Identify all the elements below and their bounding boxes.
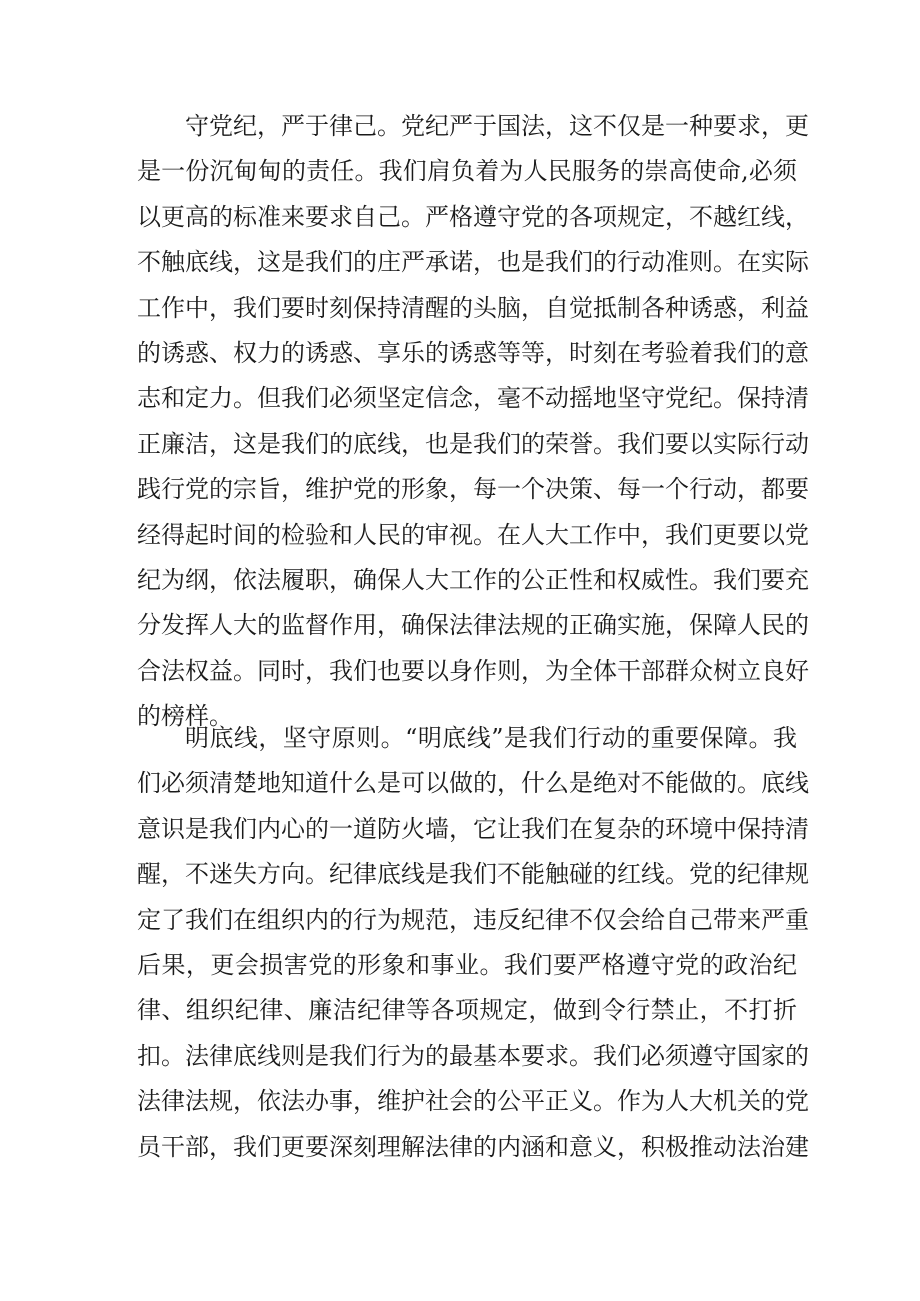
paragraph-line: 践行党的宗旨，维护党的形象，每一个决策、每一个行动，都要 bbox=[137, 475, 809, 504]
paragraph-line: 意识是我们内心的一道防火墙，它让我们在复杂的环境中保持清 bbox=[137, 814, 809, 843]
paragraph-1 bbox=[137, 104, 809, 739]
paragraph-line: 的榜样。 bbox=[137, 702, 233, 731]
paragraph-line: 律、组织纪律、廉洁纪律等各项规定，做到令行禁止，不打折 bbox=[137, 996, 797, 1025]
paragraph-line: 经得起时间的检验和人民的审视。在人大工作中，我们更要以党 bbox=[137, 520, 809, 549]
paragraph-line: 工作中，我们要时刻保持清醒的头脑，自觉抵制各种诱惑，利益 bbox=[137, 293, 809, 322]
paragraph-line: 醒，不迷失方向。纪律底线是我们不能触碰的红线。党的纪律规 bbox=[137, 860, 809, 889]
paragraph-line: 志和定力。但我们必须坚定信念，毫不动摇地坚守党纪。保持清 bbox=[137, 384, 809, 413]
paragraph-line: 们必须清楚地知道什么是可以做的，什么是绝对不能做的。底线 bbox=[137, 769, 809, 798]
paragraph-line: 后果，更会损害党的形象和事业。我们要严格遵守党的政治纪 bbox=[137, 950, 797, 979]
paragraph-line: 守党纪，严于律己。党纪严于国法，这不仅是一种要求，更 bbox=[185, 112, 809, 140]
paragraph-line: 纪为纲，依法履职，确保人大工作的公正性和权威性。我们要充 bbox=[137, 565, 809, 594]
paragraph-line: 法律法规，依法办事，维护社会的公平正义。作为人大机关的党 bbox=[137, 1087, 809, 1116]
paragraph-line: 不触底线，这是我们的庄严承诺，也是我们的行动准则。在实际 bbox=[137, 248, 809, 277]
paragraph-line: 是一份沉甸甸的责任。我们肩负着为人民服务的崇高使命,必须 bbox=[137, 157, 797, 186]
paragraph-line: 员干部，我们更要深刻理解法律的内涵和意义，积极推动法治建 bbox=[137, 1132, 809, 1161]
paragraph-line: 以更高的标准来要求自己。严格遵守党的各项规定，不越红线， bbox=[137, 202, 809, 231]
paragraph-line: 扣。法律底线则是我们行为的最基本要求。我们必须遵守国家的 bbox=[137, 1041, 809, 1070]
paragraph-2 bbox=[137, 716, 809, 1170]
paragraph-line: 正廉洁，这是我们的底线，也是我们的荣誉。我们要以实际行动 bbox=[137, 429, 809, 458]
paragraph-line: 明底线，坚守原则。“明底线”是我们行动的重要保障。我 bbox=[185, 724, 797, 752]
paragraph-line: 定了我们在组织内的行为规范，违反纪律不仅会给自己带来严重 bbox=[137, 905, 809, 934]
paragraph-line: 分发挥人大的监督作用，确保法律法规的正确实施，保障人民的 bbox=[137, 611, 809, 640]
paragraph-line: 的诱惑、权力的诱惑、享乐的诱惑等等，时刻在考验着我们的意 bbox=[137, 338, 809, 367]
paragraph-line: 合法权益。同时，我们也要以身作则，为全体干部群众树立良好 bbox=[137, 656, 809, 685]
